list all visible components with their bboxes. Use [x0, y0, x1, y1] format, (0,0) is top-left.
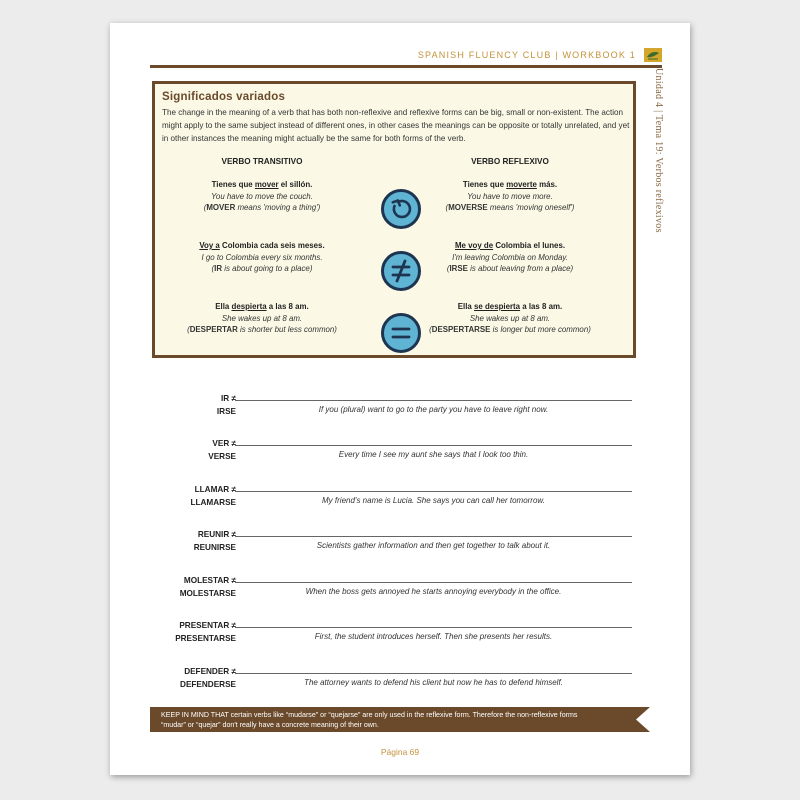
english-translation: I go to Colombia every six months.: [201, 252, 323, 262]
exercise-row: [150, 572, 662, 612]
english-translation: You have to move more.: [467, 191, 553, 201]
exercise-sentence: When the boss gets annoyed he starts annoying everybody in the office.: [305, 587, 562, 596]
unit-topic-label: Unidad 4 | Tema 19: Verbos reflexivos: [653, 68, 664, 233]
example-reflexive: [410, 301, 610, 336]
page-header: [150, 48, 662, 68]
spanish-sentence: Me voy de Colombia el lunes.: [454, 241, 566, 250]
exercise-row: [150, 481, 662, 521]
logo-icon: [644, 48, 662, 62]
answer-line[interactable]: [235, 491, 632, 492]
answer-line[interactable]: [235, 627, 632, 628]
spanish-sentence: Ella despierta a las 8 am.: [215, 302, 309, 311]
usage-note: (DESPERTARSE is longer but more common): [429, 325, 591, 334]
info-box: [152, 81, 636, 358]
banner-text: KEEP IN MIND THAT certain verbs like “mudarse” or “quejarse” are only used in the reflexive form. Therefore the non-reflexive forms “mudar” or “quejar” don't really have a concrete meaning of their own.: [161, 711, 578, 729]
usage-note: (IR is about going to a place): [211, 264, 313, 273]
page-number: Página 69: [380, 747, 420, 757]
column-heading-transitive: VERBO TRANSITIVO: [221, 157, 303, 166]
english-translation: You have to move the couch.: [211, 191, 313, 201]
spanish-sentence: Tienes que moverte más.: [462, 180, 558, 189]
verb-pair: PRESENTAR ≠ PRESENTARSE: [175, 621, 236, 643]
box-title: Significados variados: [162, 91, 286, 103]
answer-line[interactable]: [235, 445, 632, 446]
english-translation: She wakes up at 8 am.: [221, 313, 303, 323]
verb-pair: REUNIR ≠ REUNIRSE: [193, 530, 236, 552]
english-translation: I'm leaving Colombia on Monday.: [452, 252, 568, 262]
answer-line[interactable]: [235, 673, 632, 674]
verb-pair: IR ≠ IRSE: [216, 394, 236, 416]
header-title: SPANISH FLUENCY CLUB | WORKBOOK 1: [417, 50, 636, 60]
verb-pair: MOLESTAR ≠ MOLESTARSE: [179, 576, 236, 598]
keep-in-mind-banner: [150, 707, 650, 732]
spanish-sentence: Tienes que mover el sillón.: [211, 180, 313, 189]
example-reflexive: [410, 179, 610, 214]
verb-pair: DEFENDER ≠ DEFENDERSE: [180, 667, 236, 689]
exercise-sentence: First, the student introduces herself. Then she presents her results.: [314, 632, 553, 641]
usage-note: (IRSE is about leaving from a place): [446, 264, 574, 273]
exercise-row: [150, 663, 662, 703]
side-label: [652, 68, 666, 258]
verb-pair: LLAMAR ≠ LLAMARSE: [190, 485, 236, 507]
verb-pair: VER ≠ VERSE: [208, 439, 236, 461]
spanish-sentence: Ella se despierta a las 8 am.: [457, 302, 563, 311]
answer-line[interactable]: [235, 582, 632, 583]
english-translation: She wakes up at 8 am.: [469, 313, 551, 323]
example-transitive: [162, 240, 362, 275]
usage-note: (DESPERTAR is shorter but less common): [187, 325, 337, 334]
exercise-sentence: Every time I see my aunt she says that I look too thin.: [338, 450, 529, 459]
example-transitive: [162, 301, 362, 336]
workbook-page: [110, 23, 690, 775]
exercise-row: [150, 435, 662, 475]
box-description: The change in the meaning of a verb that has both non-reflexive and reflexive forms can be big, small or non-existent. The action might apply to the same subject instead of different ones, in other cases the meanings can be opposite or totally unrelated, and yet in other instances the meaning might actually be the same for both forms of the verb.: [162, 108, 630, 143]
spanish-sentence: Voy a Colombia cada seis meses.: [199, 241, 325, 250]
exercise-sentence: My friend's name is Lucia. She says you can call her tomorrow.: [322, 496, 545, 505]
example-reflexive: [410, 240, 610, 275]
exercise-sentence: The attorney wants to defend his client but now he has to defend himself.: [304, 678, 563, 687]
exercise-sentence: Scientists gather information and then get together to talk about it.: [316, 541, 551, 550]
example-transitive: [162, 179, 362, 214]
exercise-row: [150, 390, 662, 430]
exercise-row: [150, 526, 662, 566]
usage-note: (MOVERSE means 'moving oneself'): [445, 203, 575, 212]
exercise-sentence: If you (plural) want to go to the party you have to leave right now.: [318, 405, 549, 414]
column-heading-reflexive: VERBO REFLEXIVO: [471, 157, 549, 166]
exercise-row: [150, 617, 662, 657]
answer-line[interactable]: [235, 536, 632, 537]
usage-note: (MOVER means 'moving a thing'): [203, 203, 321, 212]
answer-line[interactable]: [235, 400, 632, 401]
